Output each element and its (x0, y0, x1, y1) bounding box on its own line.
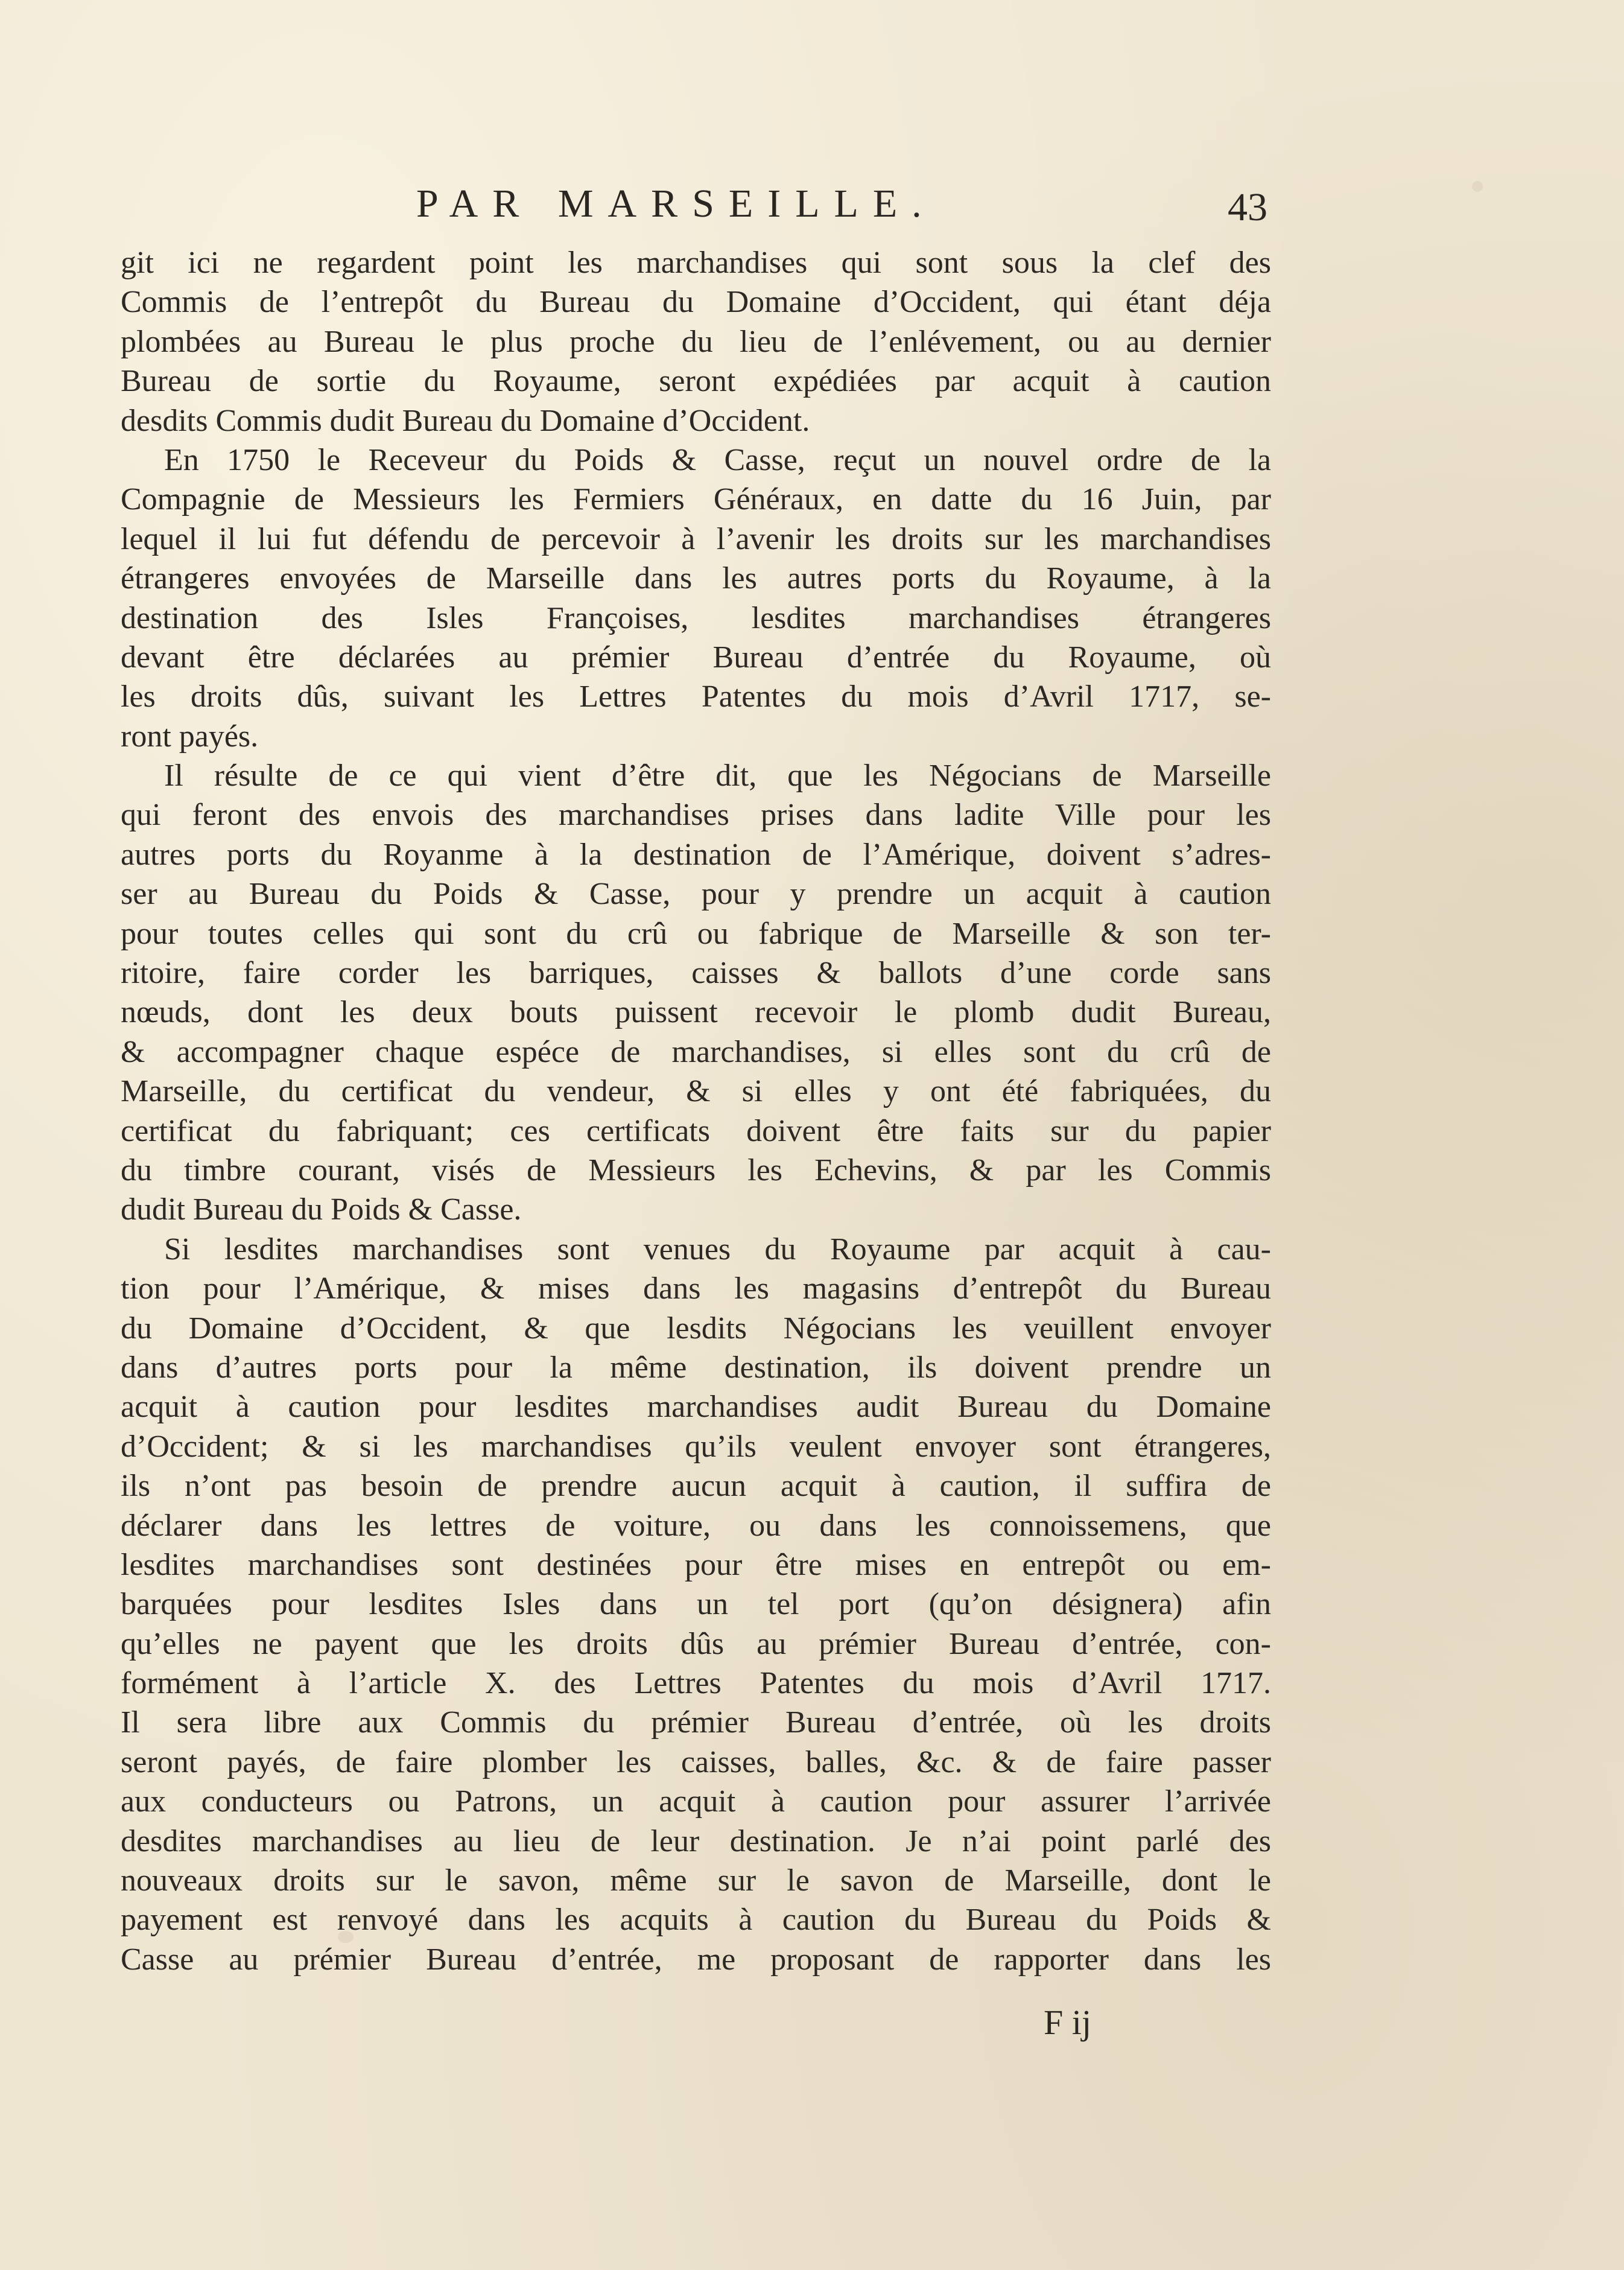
text-line: Marseille, du certificat du vendeur, & si elles y ont été fabriquées, du (121, 1074, 1271, 1109)
text-line: qui feront des envois des marchandises prises dans ladite Ville pour les (121, 798, 1271, 833)
text-line: plombées au Bureau le plus proche du lieu de l’enlévement, ou au dernier (121, 324, 1271, 359)
text-line: ritoire, faire corder les barriques, caisses & ballots d’une corde sans (121, 956, 1271, 991)
text-line: certificat du fabriquant; ces certificats doivent être faits sur du papier (121, 1113, 1271, 1148)
text-line: ils n’ont pas besoin de prendre aucun acquit à caution, il suffira de (121, 1469, 1271, 1504)
text-line: dudit Bureau du Poids & Casse. (121, 1192, 522, 1227)
page-number: 43 (1228, 185, 1267, 229)
text-line: acquit à caution pour lesdites marchandises audit Bureau du Domaine (121, 1390, 1271, 1425)
text-line: autres ports du Royanme à la destination de l’Amérique, doivent s’adres- (121, 837, 1271, 872)
text-line: aux conducteurs ou Patrons, un acquit à caution pour assurer l’arrivée (121, 1784, 1271, 1819)
text-line: En 1750 le Receveur du Poids & Casse, reçut un nouvel ordre de la (164, 442, 1271, 477)
text-line: du Domaine d’Occident, & que lesdits Négocians les veuillent envoyer (121, 1311, 1271, 1346)
text-line: formément à l’article X. des Lettres Patentes du mois d’Avril 1717. (121, 1666, 1271, 1701)
text-line: ser au Bureau du Poids & Casse, pour y prendre un acquit à caution (121, 877, 1271, 912)
text-line: lesdites marchandises sont destinées pour être mises en entrepôt ou em- (121, 1547, 1271, 1582)
text-line: seront payés, de faire plomber les caisses, balles, &c. & de faire passer (121, 1744, 1271, 1779)
text-line: Casse au prémier Bureau d’entrée, me proposant de rapporter dans les (121, 1942, 1271, 1977)
text-line: desdites marchandises au lieu de leur destination. Je n’ai point parlé des (121, 1823, 1271, 1858)
body-text (121, 243, 1271, 1979)
text-line: lequel il lui fut défendu de percevoir à l’avenir les droits sur les marchandises (121, 521, 1271, 556)
text-line: les droits dûs, suivant les Lettres Patentes du mois d’Avril 1717, se- (121, 679, 1271, 714)
text-line: tion pour l’Amérique, & mises dans les magasins d’entrepôt du Bureau (121, 1271, 1271, 1306)
text-line: payement est renvoyé dans les acquits à caution du Bureau du Poids & (121, 1903, 1271, 1938)
text-line: qu’elles ne payent que les droits dûs au prémier Bureau d’entrée, con- (121, 1626, 1271, 1661)
text-line: Commis de l’entrepôt du Bureau du Domaine d’Occident, qui étant déja (121, 285, 1271, 320)
text-line: barquées pour lesdites Isles dans un tel port (qu’on désignera) afin (121, 1587, 1271, 1622)
text-line: dans d’autres ports pour la même destination, ils doivent prendre un (121, 1350, 1271, 1385)
text-line: Si lesdites marchandises sont venues du Royaume par acquit à cau- (164, 1232, 1271, 1267)
text-line: du timbre courant, visés de Messieurs les Echevins, & par les Commis (121, 1152, 1271, 1187)
text-line: devant être déclarées au prémier Bureau d’entrée du Royaume, où (121, 640, 1271, 675)
paper-stain (1472, 181, 1483, 192)
text-line: nouveaux droits sur le savon, même sur le savon de Marseille, dont le (121, 1863, 1271, 1898)
signature-mark: F ij (1044, 2003, 1091, 2042)
text-line: Il résulte de ce qui vient d’être dit, que les Négocians de Marseille (164, 758, 1271, 793)
text-line: étrangeres envoyées de Marseille dans les autres ports du Royaume, à la (121, 561, 1271, 596)
text-line: ront payés. (121, 719, 259, 754)
text-line: Compagnie de Messieurs les Fermiers Généraux, en datte du 16 Juin, par (121, 482, 1271, 517)
text-line: déclarer dans les lettres de voiture, ou dans les connoissemens, que (121, 1508, 1271, 1543)
text-line: git ici ne regardent point les marchandises qui sont sous la clef des (121, 246, 1271, 280)
text-line: Il sera libre aux Commis du prémier Bureau d’entrée, où les droits (121, 1705, 1271, 1740)
text-line: pour toutes celles qui sont du crû ou fabrique de Marseille & son ter- (121, 916, 1271, 951)
running-title: PAR MARSEILLE. (416, 182, 936, 226)
text-line: desdits Commis dudit Bureau du Domaine d’Occident. (121, 403, 810, 438)
text-line: & accompagner chaque espéce de marchandises, si elles sont du crû de (121, 1034, 1271, 1069)
text-line: nœuds, dont les deux bouts puissent recevoir le plomb dudit Bureau, (121, 995, 1271, 1030)
text-line: Bureau de sortie du Royaume, seront expédiées par acquit à caution (121, 364, 1271, 399)
page-header (121, 181, 1267, 229)
text-line: destination des Isles Françoises, lesdites marchandises étrangeres (121, 600, 1271, 635)
text-line: d’Occident; & si les marchandises qu’ils veulent envoyer sont étrangeres, (121, 1429, 1271, 1464)
